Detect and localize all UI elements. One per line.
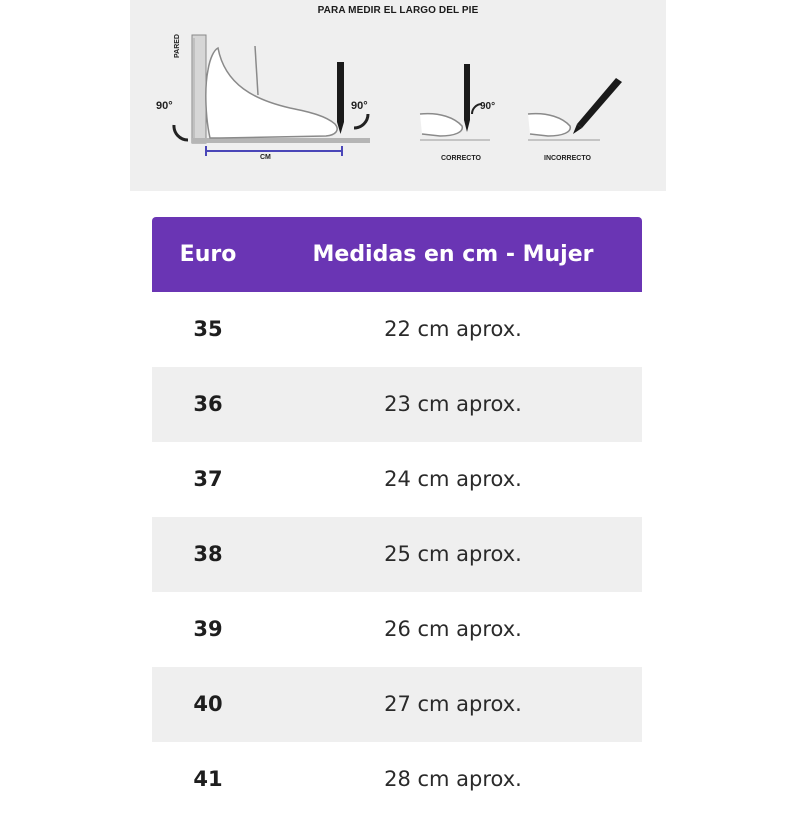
floor-shape xyxy=(192,138,370,143)
table-row xyxy=(152,367,642,442)
size-table xyxy=(152,217,642,817)
angle-correct-label: 90° xyxy=(480,101,496,112)
angle-arc-left xyxy=(174,125,188,140)
foot-length: 22 cm aprox. xyxy=(384,317,522,341)
table-row xyxy=(152,742,642,817)
euro-size: 37 xyxy=(193,467,223,491)
measuring-illustration xyxy=(130,0,666,191)
foot-length: 24 cm aprox. xyxy=(384,467,522,491)
pencil-icon-main xyxy=(337,62,344,134)
table-row xyxy=(152,592,642,667)
table-row xyxy=(152,517,642,592)
foot-length: 27 cm aprox. xyxy=(384,692,522,716)
table-header xyxy=(152,217,642,292)
euro-size: 36 xyxy=(193,392,223,416)
foot-length: 26 cm aprox. xyxy=(384,617,522,641)
euro-size: 41 xyxy=(193,767,223,791)
header-euro: Euro xyxy=(179,242,237,267)
table-row xyxy=(152,292,642,367)
euro-size: 38 xyxy=(193,542,223,566)
correct-label: CORRECTO xyxy=(441,155,481,162)
measuring-guide xyxy=(130,0,666,191)
foot-length: 28 cm aprox. xyxy=(384,767,522,791)
guide-title: PARA MEDIR EL LARGO DEL PIE xyxy=(317,5,479,16)
wall-label: PARED xyxy=(174,34,181,58)
unit-label: CM xyxy=(260,154,271,161)
euro-size: 40 xyxy=(193,692,223,716)
foot-length: 23 cm aprox. xyxy=(384,392,522,416)
incorrect-illustration xyxy=(528,78,622,140)
euro-size: 39 xyxy=(193,617,223,641)
angle-arc-heel xyxy=(354,114,368,128)
euro-size: 35 xyxy=(193,317,223,341)
incorrect-label: INCORRECTO xyxy=(544,155,591,162)
table-row xyxy=(152,442,642,517)
angle-heel-label: 90° xyxy=(351,100,368,112)
angle-left-label: 90° xyxy=(156,100,173,112)
header-measure: Medidas en cm - Mujer xyxy=(312,242,594,267)
foot-length: 25 cm aprox. xyxy=(384,542,522,566)
foot-outline xyxy=(206,48,337,138)
table-row xyxy=(152,667,642,742)
